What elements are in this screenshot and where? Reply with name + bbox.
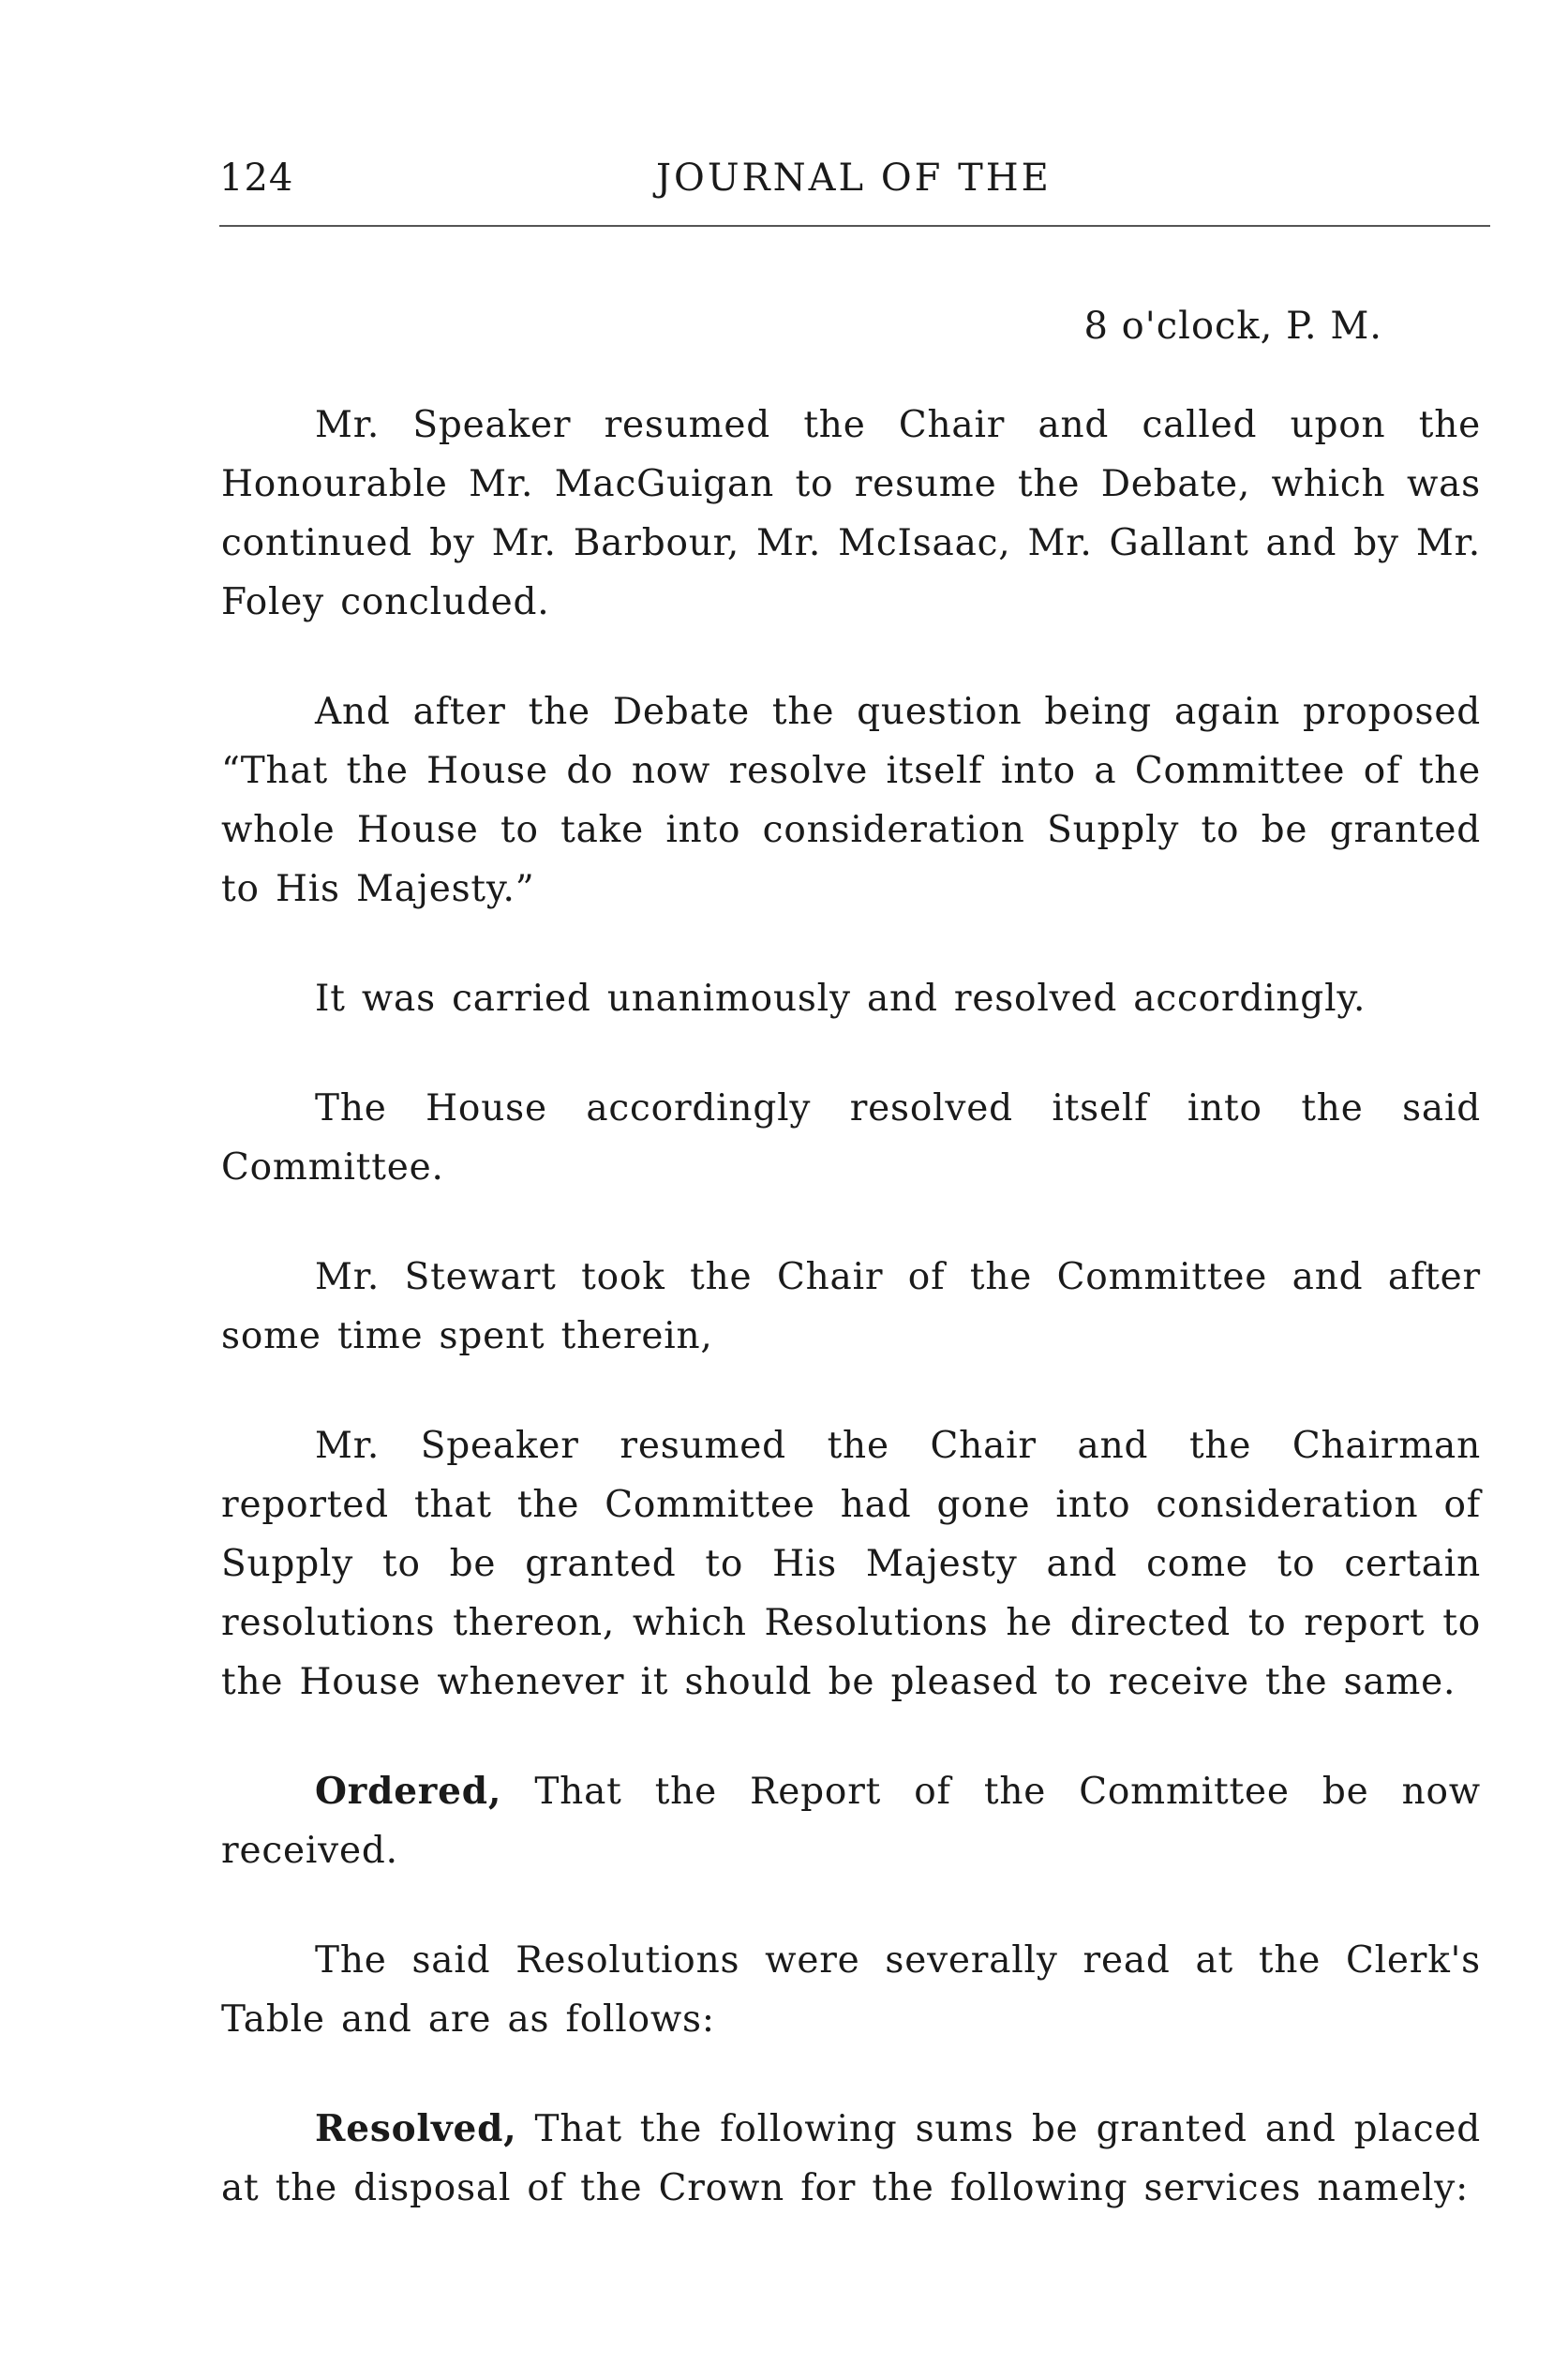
paragraph-text: It was carried unanimously and resolved accordingly. (315, 978, 1366, 1020)
paragraph-resolved (221, 2100, 1481, 2218)
paragraph-chairman-reported (221, 1416, 1481, 1712)
header-rule (219, 225, 1490, 227)
paragraph-speaker-resumed-debate (221, 396, 1481, 632)
paragraph-house-resolved-into-committee (221, 1079, 1481, 1197)
ordered-lead: Ordered, (315, 1770, 502, 1813)
paragraph-text: Mr. Stewart took the Chair of the Committee and after some time spent therein, (221, 1256, 1481, 1357)
paragraph-text: That the Report of the Committee be now received. (221, 1771, 1481, 1872)
paragraph-text: Mr. Speaker resumed the Chair and called upon the Honourable Mr. MacGuigan to resume the Debate, which was continued by Mr. Barbour, Mr. McIsaac, Mr. Gallant and by Mr. Foley concluded. (221, 404, 1481, 623)
paragraph-question-proposed (221, 682, 1481, 919)
body-text (221, 396, 1481, 2218)
paragraph-ordered (221, 1762, 1481, 1880)
paragraph-stewart-took-chair (221, 1248, 1481, 1366)
paragraph-text: And after the Debate the question being again proposed “That the House do now resolve itself into a Committee of the whole House to take into consideration Supply to be granted to His Majesty.” (221, 691, 1481, 910)
paragraph-text: The House accordingly resolved itself into the said Committee. (221, 1087, 1481, 1189)
resolved-lead: Resolved, (315, 2107, 517, 2150)
running-title: JOURNAL OF THE (656, 157, 1052, 200)
session-time: 8 o'clock, P. M. (1083, 305, 1382, 348)
paragraph-text: The said Resolutions were severally read at the Clerk's Table and are as follows: (221, 1939, 1481, 2041)
page-number: 124 (219, 157, 294, 200)
paragraph-resolutions-read (221, 1931, 1481, 2049)
paragraph-text: Mr. Speaker resumed the Chair and the Chairman reported that the Committee had gone into consideration of Supply to be granted to His Majesty and come to certain resolutions thereon, which Resolutions he directed to report to the House whenever it should be pleased to receive the same. (221, 1425, 1481, 1703)
paragraph-text: That the following sums be granted and placed at the disposal of the Crown for the following services namely: (221, 2108, 1481, 2209)
paragraph-carried-unanimously (221, 969, 1481, 1028)
